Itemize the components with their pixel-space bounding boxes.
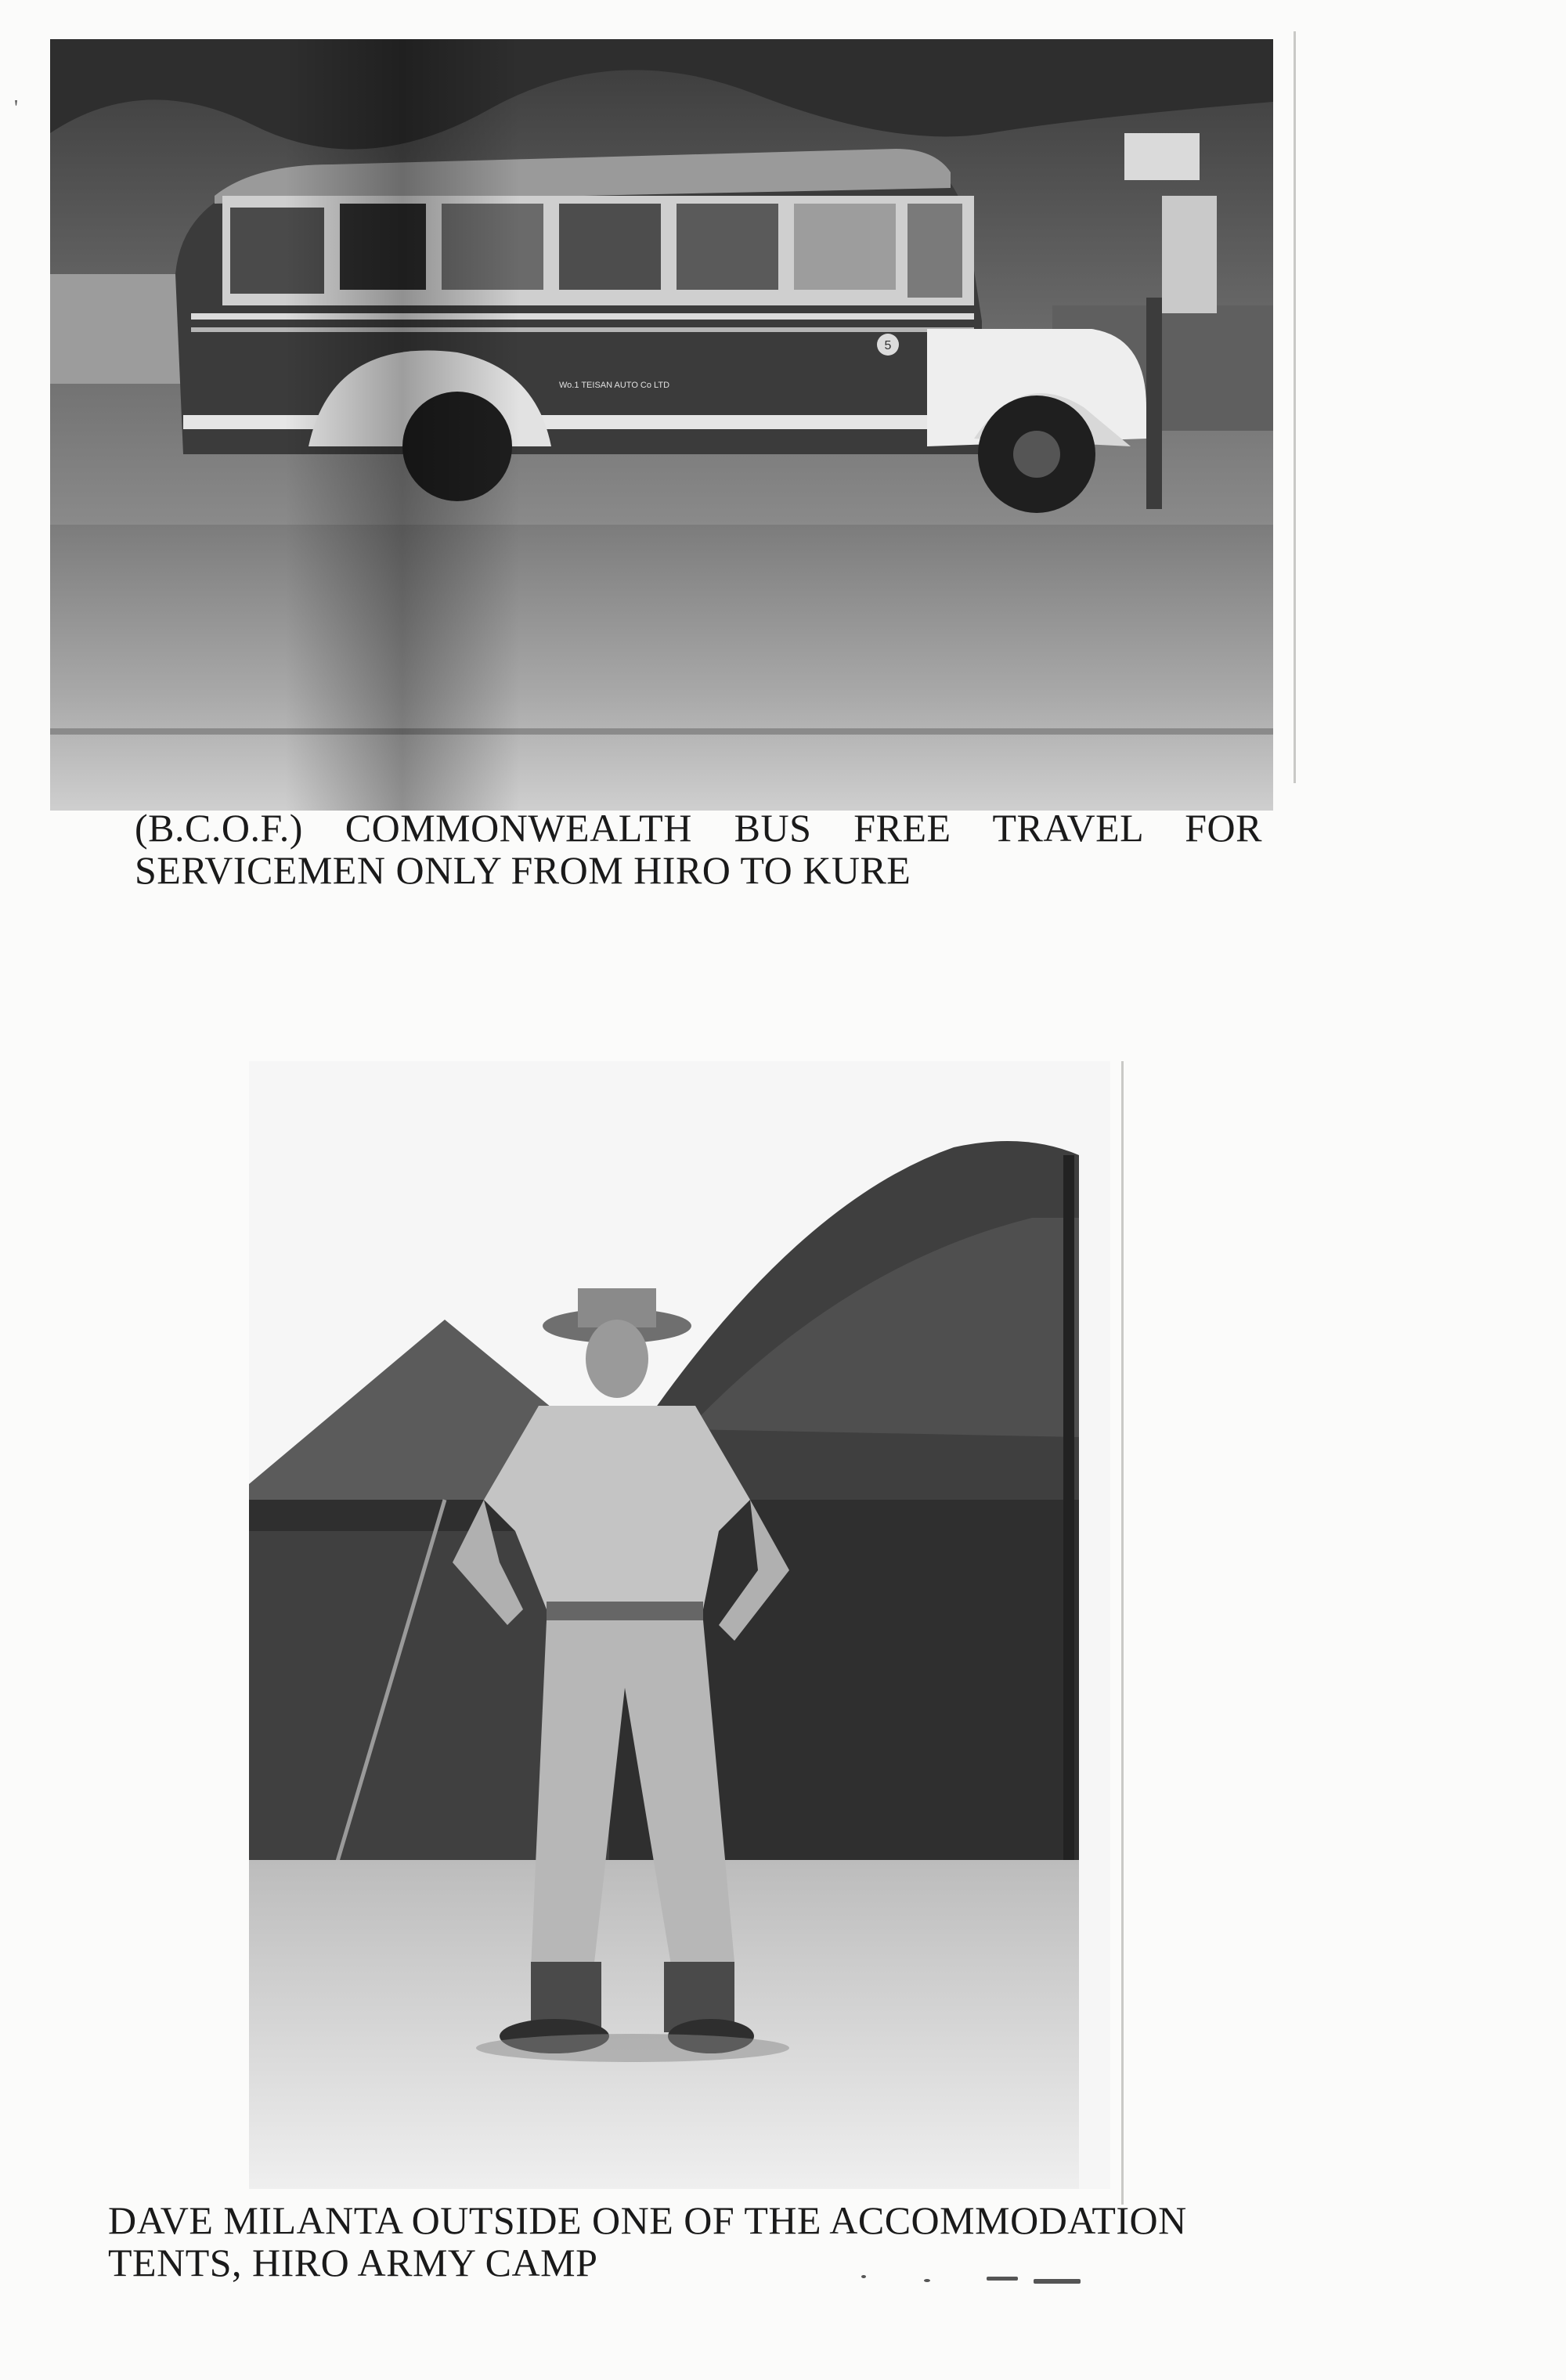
page-mark: ': [14, 96, 19, 121]
scan-edge-line-bottom: [1121, 1061, 1124, 2205]
scan-speck: [1034, 2279, 1081, 2284]
scan-speck: [987, 2277, 1018, 2281]
bus-side-text: Wo.1 TEISAN AUTO Co LTD: [559, 381, 670, 390]
scan-edge-line-top: [1294, 31, 1296, 783]
bus-number-text: 5: [884, 339, 892, 352]
bus-caption-line2: SERVICEMEN ONLY FROM HIRO TO KURE: [135, 848, 911, 892]
bus-caption: [135, 807, 1262, 891]
scan-speck: [861, 2275, 866, 2278]
soldier-photo: [249, 1061, 1110, 2189]
bus-photo: [50, 39, 1273, 811]
scan-speck: [924, 2279, 930, 2282]
soldier-caption-line2: TENTS, HIRO ARMY CAMP: [108, 2241, 598, 2284]
soldier-caption-line1: DAVE MILANTA OUTSIDE ONE OF THE ACCOMMODATION: [108, 2198, 1187, 2242]
bus-caption-line1: (B.C.O.F.) COMMONWEALTH BUS FREE TRAVEL FOR: [135, 806, 1262, 850]
soldier-caption: [108, 2199, 1251, 2284]
